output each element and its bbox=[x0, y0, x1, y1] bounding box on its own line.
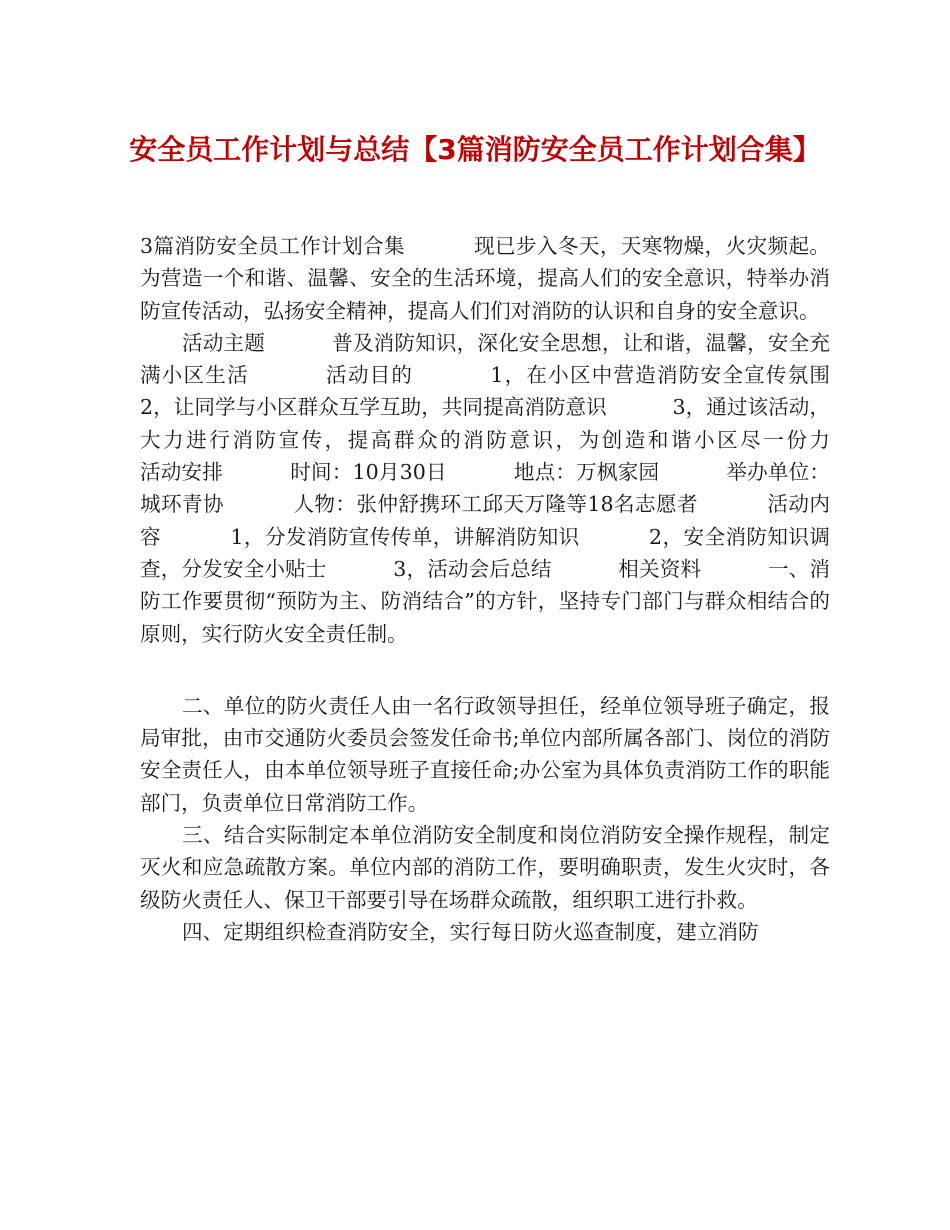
paragraph-item-3: 三、结合实际制定本单位消防安全制度和岗位消防安全操作规程，制定灭火和应急疏散方案。单位内部的消防工作，要明确职责，发生火灾时，各级防火责任人、保卫干部要引导在场群众疏散，组织职工进行扑救。 bbox=[140, 823, 830, 912]
paragraph-intro: 3篇消防安全员工作计划合集 现已步入冬天，天寒物燥，火灾频起。为营造一个和谐、温馨、安全的生活环境，提高人们的安全意识，特举办消防宣传活动，弘扬安全精神，提高人们们对消防的认识和自身的安全意识。 bbox=[140, 234, 830, 323]
document-title: 安全员工作计划与总结【3篇消防安全员工作计划合集】 bbox=[129, 133, 821, 166]
document-body bbox=[140, 230, 896, 948]
paragraph-activity: 活动主题 普及消防知识，深化安全思想，让和谐，温馨，安全充满小区生活 活动目的 1，在小区中营造消防安全宣传氛围 2，让同学与小区群众互学互助，共同提高消防意识 3，通过该活动，大力进行消防宣传，提高群众的消防意识，为创造和谐小区尽一份力 活动安排 时间：10月30日 地点：万枫家园 举办单位：城环青协 人物：张仲舒携环工邱天万隆等18名志愿者 活动内容 1，分发消防宣传传单，讲解消防知识 2，安全消防知识调查，分发安全小贴士 3，活动会后总结 相关资料 一、消防工作要贯彻“预防为主、防消结合”的方针，坚持专门部门与群众相结合的原则，实行防火安全责任制。 bbox=[140, 330, 896, 646]
paragraph-item-2: 二、单位的防火责任人由一名行政领导担任，经单位领导班子确定，报局审批，由市交通防火委员会签发任命书;单位内部所属各部门、岗位的消防安全责任人，由本单位领导班子直接任命;办公室为具体负责消防工作的职能部门，负责单位日常消防工作。 bbox=[140, 693, 830, 815]
paragraph-item-4: 四、定期组织检查消防安全，实行每日防火巡查制度，建立消防 bbox=[182, 919, 759, 944]
